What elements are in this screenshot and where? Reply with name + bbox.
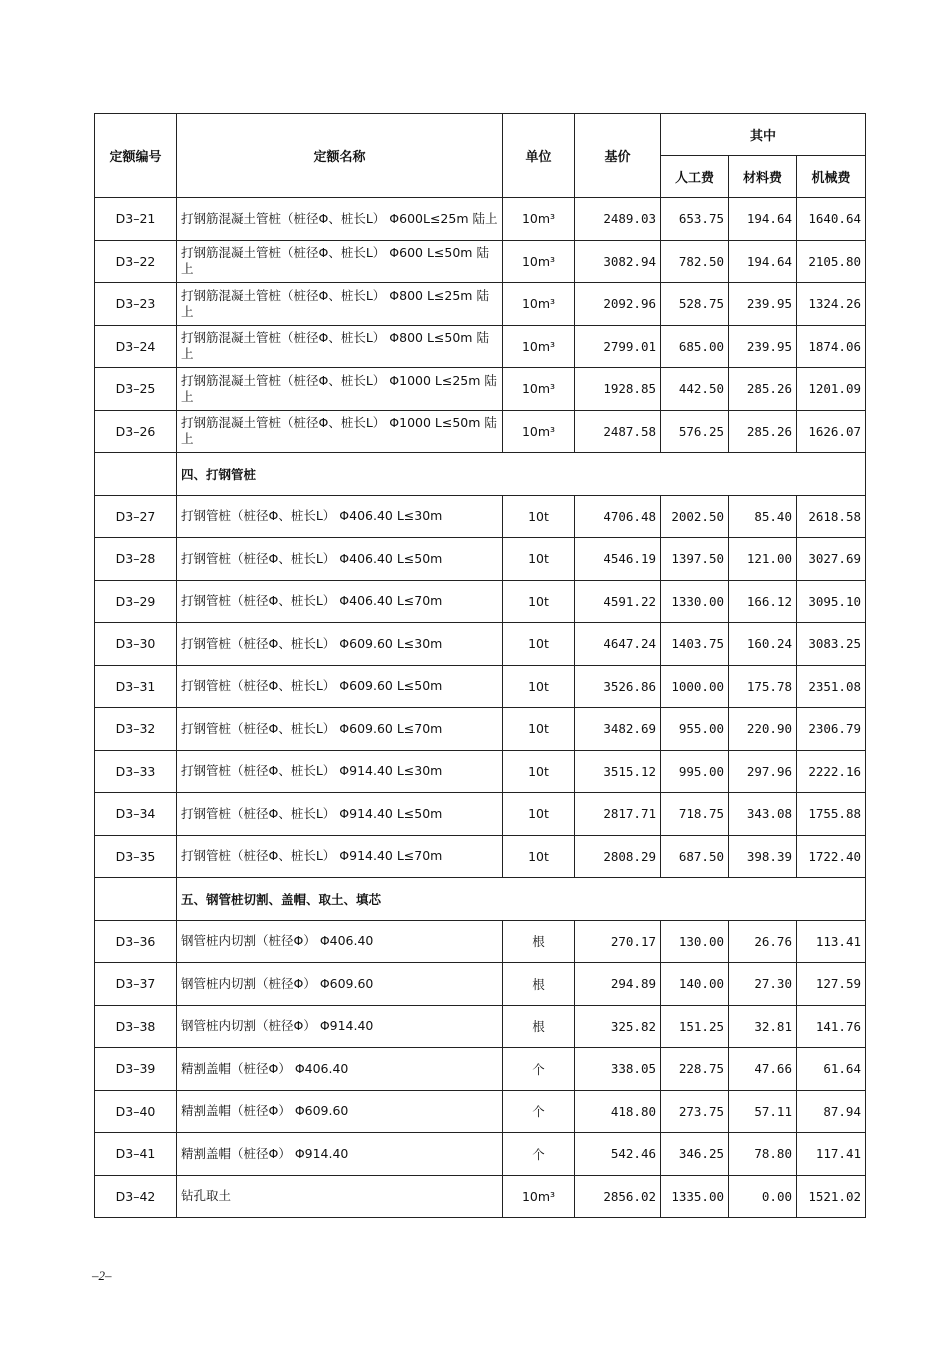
machine-cost-cell: 127.59 [797, 963, 866, 1006]
table-row [95, 580, 866, 623]
machine-cost-cell: 113.41 [797, 920, 866, 963]
quota-name: 打钢筋混凝土管桩（桩径Φ、桩长L） Φ800 L≤50m 陆上 [177, 325, 503, 368]
labor-cost-cell: 140.00 [661, 963, 729, 1006]
header-name: 定额名称 [177, 114, 503, 198]
unit-cell: 10t [503, 665, 575, 708]
base-price-cell: 2808.29 [575, 835, 661, 878]
quota-code: D3–41 [95, 1133, 177, 1176]
quota-code: D3–32 [95, 708, 177, 751]
quota-code: D3–36 [95, 920, 177, 963]
table-row [95, 495, 866, 538]
labor-cost-cell: 955.00 [661, 708, 729, 751]
machine-cost-cell: 3027.69 [797, 538, 866, 581]
material-cost-cell: 220.90 [729, 708, 797, 751]
material-cost-cell: 47.66 [729, 1048, 797, 1091]
labor-cost-cell: 228.75 [661, 1048, 729, 1091]
quota-name: 打钢管桩（桩径Φ、桩长L） Φ609.60 L≤70m [177, 708, 503, 751]
base-price-cell: 338.05 [575, 1048, 661, 1091]
labor-cost-cell: 685.00 [661, 325, 729, 368]
labor-cost-cell: 687.50 [661, 835, 729, 878]
quota-code: D3–29 [95, 580, 177, 623]
quota-code: D3–25 [95, 368, 177, 411]
material-cost-cell: 285.26 [729, 368, 797, 411]
quota-code: D3–26 [95, 410, 177, 453]
machine-cost-cell: 2618.58 [797, 495, 866, 538]
base-price-cell: 325.82 [575, 1005, 661, 1048]
quota-code: D3–21 [95, 198, 177, 241]
material-cost-cell: 343.08 [729, 793, 797, 836]
quota-code: D3–40 [95, 1090, 177, 1133]
material-cost-cell: 194.64 [729, 198, 797, 241]
quota-name: 打钢管桩（桩径Φ、桩长L） Φ609.60 L≤50m [177, 665, 503, 708]
machine-cost-cell: 1722.40 [797, 835, 866, 878]
base-price-cell: 542.46 [575, 1133, 661, 1176]
header-material: 材料费 [729, 156, 797, 198]
machine-cost-cell: 2306.79 [797, 708, 866, 751]
labor-cost-cell: 653.75 [661, 198, 729, 241]
header-machine: 机械费 [797, 156, 866, 198]
quota-name: 打钢管桩（桩径Φ、桩长L） Φ914.40 L≤50m [177, 793, 503, 836]
table-row [95, 1133, 866, 1176]
unit-cell: 10m³ [503, 410, 575, 453]
labor-cost-cell: 1335.00 [661, 1175, 729, 1218]
table-row [95, 835, 866, 878]
quota-name: 打钢管桩（桩径Φ、桩长L） Φ406.40 L≤50m [177, 538, 503, 581]
unit-cell: 10t [503, 623, 575, 666]
section-row [95, 878, 866, 921]
machine-cost-cell: 141.76 [797, 1005, 866, 1048]
labor-cost-cell: 528.75 [661, 283, 729, 326]
table-row [95, 325, 866, 368]
quota-name: 精割盖帽（桩径Φ） Φ609.60 [177, 1090, 503, 1133]
quota-code: D3–24 [95, 325, 177, 368]
base-price-cell: 2489.03 [575, 198, 661, 241]
base-price-cell: 3482.69 [575, 708, 661, 751]
unit-cell: 10m³ [503, 1175, 575, 1218]
labor-cost-cell: 1000.00 [661, 665, 729, 708]
quota-code: D3–42 [95, 1175, 177, 1218]
quota-code: D3–37 [95, 963, 177, 1006]
labor-cost-cell: 2002.50 [661, 495, 729, 538]
machine-cost-cell: 2105.80 [797, 240, 866, 283]
quota-name: 打钢筋混凝土管桩（桩径Φ、桩长L） Φ600L≤25m 陆上 [177, 198, 503, 241]
base-price-cell: 270.17 [575, 920, 661, 963]
quota-code: D3–27 [95, 495, 177, 538]
page-number: –2– [92, 1268, 112, 1283]
quota-name: 打钢筋混凝土管桩（桩径Φ、桩长L） Φ1000 L≤25m 陆上 [177, 368, 503, 411]
material-cost-cell: 78.80 [729, 1133, 797, 1176]
material-cost-cell: 285.26 [729, 410, 797, 453]
table-row [95, 750, 866, 793]
section-row [95, 453, 866, 496]
unit-cell: 10m³ [503, 368, 575, 411]
machine-cost-cell: 1874.06 [797, 325, 866, 368]
quota-code: D3–30 [95, 623, 177, 666]
base-price-cell: 4546.19 [575, 538, 661, 581]
labor-cost-cell: 782.50 [661, 240, 729, 283]
table-row [95, 708, 866, 751]
base-price-cell: 418.80 [575, 1090, 661, 1133]
unit-cell: 10t [503, 708, 575, 751]
quota-code: D3–28 [95, 538, 177, 581]
unit-cell: 个 [503, 1048, 575, 1091]
quota-name: 精割盖帽（桩径Φ） Φ914.40 [177, 1133, 503, 1176]
material-cost-cell: 160.24 [729, 623, 797, 666]
section-title: 四、打钢管桩 [177, 453, 866, 496]
quota-code: D3–23 [95, 283, 177, 326]
unit-cell: 10t [503, 495, 575, 538]
material-cost-cell: 297.96 [729, 750, 797, 793]
machine-cost-cell: 1755.88 [797, 793, 866, 836]
machine-cost-cell: 1201.09 [797, 368, 866, 411]
table-row [95, 538, 866, 581]
unit-cell: 根 [503, 963, 575, 1006]
material-cost-cell: 239.95 [729, 283, 797, 326]
labor-cost-cell: 273.75 [661, 1090, 729, 1133]
header-row [95, 114, 866, 156]
quota-code: D3–38 [95, 1005, 177, 1048]
header-labor: 人工费 [661, 156, 729, 198]
header-code: 定额编号 [95, 114, 177, 198]
machine-cost-cell: 1324.26 [797, 283, 866, 326]
unit-cell: 10t [503, 750, 575, 793]
table-row [95, 1175, 866, 1218]
material-cost-cell: 32.81 [729, 1005, 797, 1048]
unit-cell: 个 [503, 1090, 575, 1133]
labor-cost-cell: 1330.00 [661, 580, 729, 623]
base-price-cell: 1928.85 [575, 368, 661, 411]
machine-cost-cell: 2351.08 [797, 665, 866, 708]
material-cost-cell: 26.76 [729, 920, 797, 963]
machine-cost-cell: 1640.64 [797, 198, 866, 241]
table-row [95, 793, 866, 836]
machine-cost-cell: 117.41 [797, 1133, 866, 1176]
labor-cost-cell: 442.50 [661, 368, 729, 411]
machine-cost-cell: 2222.16 [797, 750, 866, 793]
quota-name: 打钢管桩（桩径Φ、桩长L） Φ406.40 L≤70m [177, 580, 503, 623]
quota-code: D3–33 [95, 750, 177, 793]
base-price-cell: 3526.86 [575, 665, 661, 708]
material-cost-cell: 239.95 [729, 325, 797, 368]
table-row [95, 665, 866, 708]
quota-name: 打钢管桩（桩径Φ、桩长L） Φ406.40 L≤30m [177, 495, 503, 538]
unit-cell: 10t [503, 538, 575, 581]
unit-cell: 10t [503, 580, 575, 623]
quota-code: D3–22 [95, 240, 177, 283]
material-cost-cell: 27.30 [729, 963, 797, 1006]
header-base-price: 基价 [575, 114, 661, 198]
base-price-cell: 2092.96 [575, 283, 661, 326]
material-cost-cell: 57.11 [729, 1090, 797, 1133]
material-cost-cell: 175.78 [729, 665, 797, 708]
quota-name: 钻孔取土 [177, 1175, 503, 1218]
base-price-cell: 3082.94 [575, 240, 661, 283]
machine-cost-cell: 87.94 [797, 1090, 866, 1133]
base-price-cell: 294.89 [575, 963, 661, 1006]
material-cost-cell: 85.40 [729, 495, 797, 538]
quota-name: 钢管桩内切割（桩径Φ） Φ609.60 [177, 963, 503, 1006]
labor-cost-cell: 576.25 [661, 410, 729, 453]
section-code-cell [95, 453, 177, 496]
quota-code: D3–39 [95, 1048, 177, 1091]
table-row [95, 283, 866, 326]
unit-cell: 个 [503, 1133, 575, 1176]
unit-cell: 10t [503, 835, 575, 878]
labor-cost-cell: 1397.50 [661, 538, 729, 581]
material-cost-cell: 166.12 [729, 580, 797, 623]
unit-cell: 根 [503, 920, 575, 963]
quota-name: 钢管桩内切割（桩径Φ） Φ406.40 [177, 920, 503, 963]
unit-cell: 10t [503, 793, 575, 836]
quota-name: 精割盖帽（桩径Φ） Φ406.40 [177, 1048, 503, 1091]
quota-code: D3–31 [95, 665, 177, 708]
labor-cost-cell: 130.00 [661, 920, 729, 963]
quota-name: 钢管桩内切割（桩径Φ） Φ914.40 [177, 1005, 503, 1048]
unit-cell: 10m³ [503, 198, 575, 241]
unit-cell: 10m³ [503, 325, 575, 368]
unit-cell: 10m³ [503, 283, 575, 326]
section-title: 五、钢管桩切割、盖帽、取土、填芯 [177, 878, 866, 921]
material-cost-cell: 398.39 [729, 835, 797, 878]
table-row [95, 1090, 866, 1133]
table-row [95, 410, 866, 453]
quota-name: 打钢管桩（桩径Φ、桩长L） Φ914.40 L≤30m [177, 750, 503, 793]
table-row [95, 240, 866, 283]
machine-cost-cell: 1521.02 [797, 1175, 866, 1218]
base-price-cell: 4647.24 [575, 623, 661, 666]
table-row [95, 368, 866, 411]
table-row [95, 198, 866, 241]
quota-code: D3–35 [95, 835, 177, 878]
labor-cost-cell: 1403.75 [661, 623, 729, 666]
quota-name: 打钢管桩（桩径Φ、桩长L） Φ609.60 L≤30m [177, 623, 503, 666]
base-price-cell: 4706.48 [575, 495, 661, 538]
table-row [95, 963, 866, 1006]
quota-name: 打钢筋混凝土管桩（桩径Φ、桩长L） Φ800 L≤25m 陆上 [177, 283, 503, 326]
machine-cost-cell: 1626.07 [797, 410, 866, 453]
table-body [95, 198, 866, 1218]
table-row [95, 1048, 866, 1091]
material-cost-cell: 121.00 [729, 538, 797, 581]
labor-cost-cell: 346.25 [661, 1133, 729, 1176]
header-of-which: 其中 [661, 114, 866, 156]
quota-name: 打钢筋混凝土管桩（桩径Φ、桩长L） Φ600 L≤50m 陆上 [177, 240, 503, 283]
labor-cost-cell: 995.00 [661, 750, 729, 793]
table-row [95, 623, 866, 666]
quota-name: 打钢筋混凝土管桩（桩径Φ、桩长L） Φ1000 L≤50m 陆上 [177, 410, 503, 453]
base-price-cell: 2856.02 [575, 1175, 661, 1218]
table-row [95, 920, 866, 963]
base-price-cell: 2817.71 [575, 793, 661, 836]
base-price-cell: 2799.01 [575, 325, 661, 368]
quota-table [94, 113, 866, 1218]
material-cost-cell: 0.00 [729, 1175, 797, 1218]
quota-code: D3–34 [95, 793, 177, 836]
machine-cost-cell: 3083.25 [797, 623, 866, 666]
table-row [95, 1005, 866, 1048]
material-cost-cell: 194.64 [729, 240, 797, 283]
labor-cost-cell: 151.25 [661, 1005, 729, 1048]
machine-cost-cell: 61.64 [797, 1048, 866, 1091]
unit-cell: 10m³ [503, 240, 575, 283]
base-price-cell: 4591.22 [575, 580, 661, 623]
quota-name: 打钢管桩（桩径Φ、桩长L） Φ914.40 L≤70m [177, 835, 503, 878]
labor-cost-cell: 718.75 [661, 793, 729, 836]
unit-cell: 根 [503, 1005, 575, 1048]
section-code-cell [95, 878, 177, 921]
machine-cost-cell: 3095.10 [797, 580, 866, 623]
base-price-cell: 2487.58 [575, 410, 661, 453]
base-price-cell: 3515.12 [575, 750, 661, 793]
header-unit: 单位 [503, 114, 575, 198]
